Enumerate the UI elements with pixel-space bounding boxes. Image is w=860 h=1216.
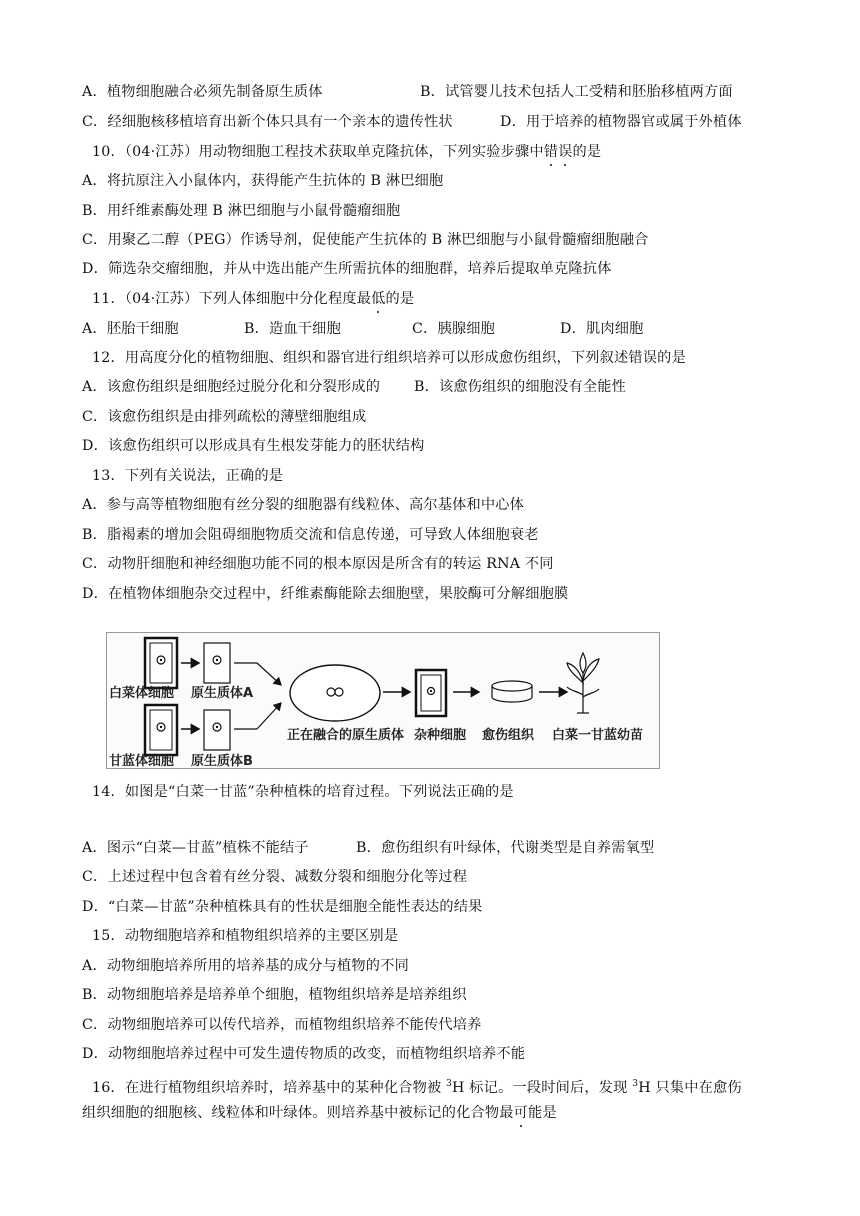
option-line: A．动物细胞培养所用的培养基的成分与植物的不同 bbox=[82, 958, 409, 974]
question-13: 13．下列有关说法，正确的是 bbox=[92, 468, 284, 484]
question-16 bbox=[92, 1074, 742, 1098]
superscript: 3 bbox=[632, 1079, 639, 1089]
option-text: D．肌肉细胞 bbox=[560, 321, 644, 337]
option-text: D．用于培养的植物器官或属于外植体 bbox=[500, 114, 742, 130]
option-text: A．图示“白菜—甘蓝”植株不能结子 bbox=[82, 840, 309, 856]
option-line: C．用聚乙二醇（PEG）作诱导剂，促使能产生抗体的 B 淋巴细胞与小鼠骨髓瘤细胞融合 bbox=[82, 232, 649, 248]
protoplast-a-shape bbox=[204, 643, 230, 683]
question-10 bbox=[92, 142, 601, 162]
callus-shape bbox=[492, 681, 532, 702]
option-line: C．动物细胞培养可以传代培养，而植物组织培养不能传代培养 bbox=[82, 1017, 482, 1033]
option-line: D．动物细胞培养过程中可发生遗传物质的改变，而植物组织培养不能 bbox=[82, 1046, 526, 1062]
question-text: H 只集中在愈伤 bbox=[638, 1080, 742, 1096]
option-text: C．经细胞核移植培育出新个体只具有一个亲本的遗传性状 bbox=[82, 114, 453, 130]
option-line: B．用纤维素酶处理 B 淋巴细胞与小鼠骨髓瘤细胞 bbox=[82, 203, 401, 219]
option-text: B．试管婴儿技术包括人工受精和胚胎移植两方面 bbox=[420, 84, 733, 100]
question-text: 组织细胞的细胞核、线粒体和叶绿体。则培养基中被标记的化合物最 bbox=[82, 1105, 514, 1121]
question-text: H 标记。一段时间后，发现 bbox=[452, 1080, 633, 1096]
label-callus: 愈伤组织 bbox=[482, 728, 535, 743]
question-16-continued bbox=[82, 1103, 557, 1123]
seedling-shape bbox=[567, 653, 599, 713]
emphasis-dot-char: 误 bbox=[558, 144, 573, 160]
question-text: 能是 bbox=[528, 1105, 557, 1121]
fusing-protoplast-shape bbox=[290, 665, 380, 721]
option-line: D．在植物体细胞杂交过程中，纤维素酶能除去细胞壁，果胶酶可分解细胞膜 bbox=[82, 586, 569, 602]
label-fusing-protoplast: 正在融合的原生质体 bbox=[287, 728, 405, 743]
question-14: 14．如图是“白菜一甘蓝”杂种植株的培育过程。下列说法正确的是 bbox=[92, 784, 514, 800]
emphasis-dot-char: 错 bbox=[543, 144, 559, 160]
option-line: D．该愈伤组织可以形成具有生根发芽能力的胚状结构 bbox=[82, 438, 425, 454]
option-text: B．愈伤组织有叶绿体，代谢类型是自养需氧型 bbox=[356, 840, 655, 856]
question-text: 11．（04·江苏）下列人体细胞中分化程度最 bbox=[92, 291, 372, 307]
option-line: C．动物肝细胞和神经细胞功能不同的根本原因是所含有的转运 RNA 不同 bbox=[82, 556, 554, 572]
label-baicai-cell: 白菜体细胞 bbox=[109, 686, 175, 701]
question-11 bbox=[92, 289, 414, 309]
option-line: D．筛选杂交瘤细胞，并从中选出能产生所需抗体的细胞群，培养后提取单克隆抗体 bbox=[82, 261, 612, 277]
option-line: D．“白菜—甘蓝”杂种植株具有的性状是细胞全能性表达的结果 bbox=[82, 899, 483, 915]
question-text: 的是 bbox=[385, 291, 415, 307]
option-line: A．将抗原注入小鼠体内，获得能产生抗体的 B 淋巴细胞 bbox=[82, 173, 444, 189]
question-12: 12．用高度分化的植物细胞、组织和器官进行组织培养可以形成愈伤组织，下列叙述错误的是 bbox=[92, 350, 686, 366]
baicai-cell-shape bbox=[145, 638, 177, 688]
option-text: A．该愈伤组织是细胞经过脱分化和分裂形成的 bbox=[82, 379, 381, 395]
option-text: B．造血干细胞 bbox=[244, 321, 341, 337]
option-line: A．参与高等植物细胞有丝分裂的细胞器有线粒体、高尔基体和中心体 bbox=[82, 497, 525, 513]
hybrid-cell-shape bbox=[416, 670, 446, 716]
question-text: 10．（04·江苏）用动物细胞工程技术获取单克隆抗体，下列实验步骤中 bbox=[92, 144, 544, 160]
option-text: C．胰腺细胞 bbox=[412, 321, 495, 337]
option-text: A．植物细胞融合必须先制备原生质体 bbox=[82, 84, 323, 100]
protoplast-b-shape bbox=[204, 710, 230, 750]
option-line bbox=[82, 112, 742, 132]
superscript: 3 bbox=[446, 1079, 453, 1089]
option-line: C．上述过程中包含着有丝分裂、减数分裂和细胞分化等过程 bbox=[82, 869, 468, 885]
option-text: B．该愈伤组织的细胞没有全能性 bbox=[414, 379, 627, 395]
label-hybrid-cell: 杂种细胞 bbox=[414, 728, 467, 743]
option-line: B．动物细胞培养是培养单个细胞，植物组织培养是培养组织 bbox=[82, 987, 467, 1003]
label-protoplast-a: 原生质体A bbox=[191, 686, 254, 701]
question-text: 16．在进行植物组织培养时，培养基中的某种化合物被 bbox=[92, 1080, 447, 1096]
question-15: 15．动物细胞培养和植物组织培养的主要区别是 bbox=[92, 928, 399, 944]
label-seedling: 白菜一甘蓝幼苗 bbox=[552, 728, 644, 743]
label-ganlan-cell: 甘蓝体细胞 bbox=[109, 754, 175, 769]
option-line bbox=[82, 82, 733, 102]
option-line: B．脂褐素的增加会阻碍细胞物质交流和信息传递，可导致人体细胞衰老 bbox=[82, 527, 539, 543]
ganlan-cell-shape bbox=[145, 705, 177, 755]
emphasis-dot-char: 可 bbox=[513, 1105, 529, 1121]
option-text: A．胚胎干细胞 bbox=[82, 321, 179, 337]
option-line bbox=[82, 838, 655, 858]
label-protoplast-b: 原生质体B bbox=[191, 754, 253, 769]
hybridization-diagram bbox=[106, 632, 660, 769]
emphasis-dot-char: 低 bbox=[371, 291, 386, 307]
option-line: C．该愈伤组织是由排列疏松的薄壁细胞组成 bbox=[82, 409, 367, 425]
question-text: 的是 bbox=[572, 144, 602, 160]
option-line bbox=[82, 319, 644, 339]
option-line bbox=[82, 377, 627, 397]
